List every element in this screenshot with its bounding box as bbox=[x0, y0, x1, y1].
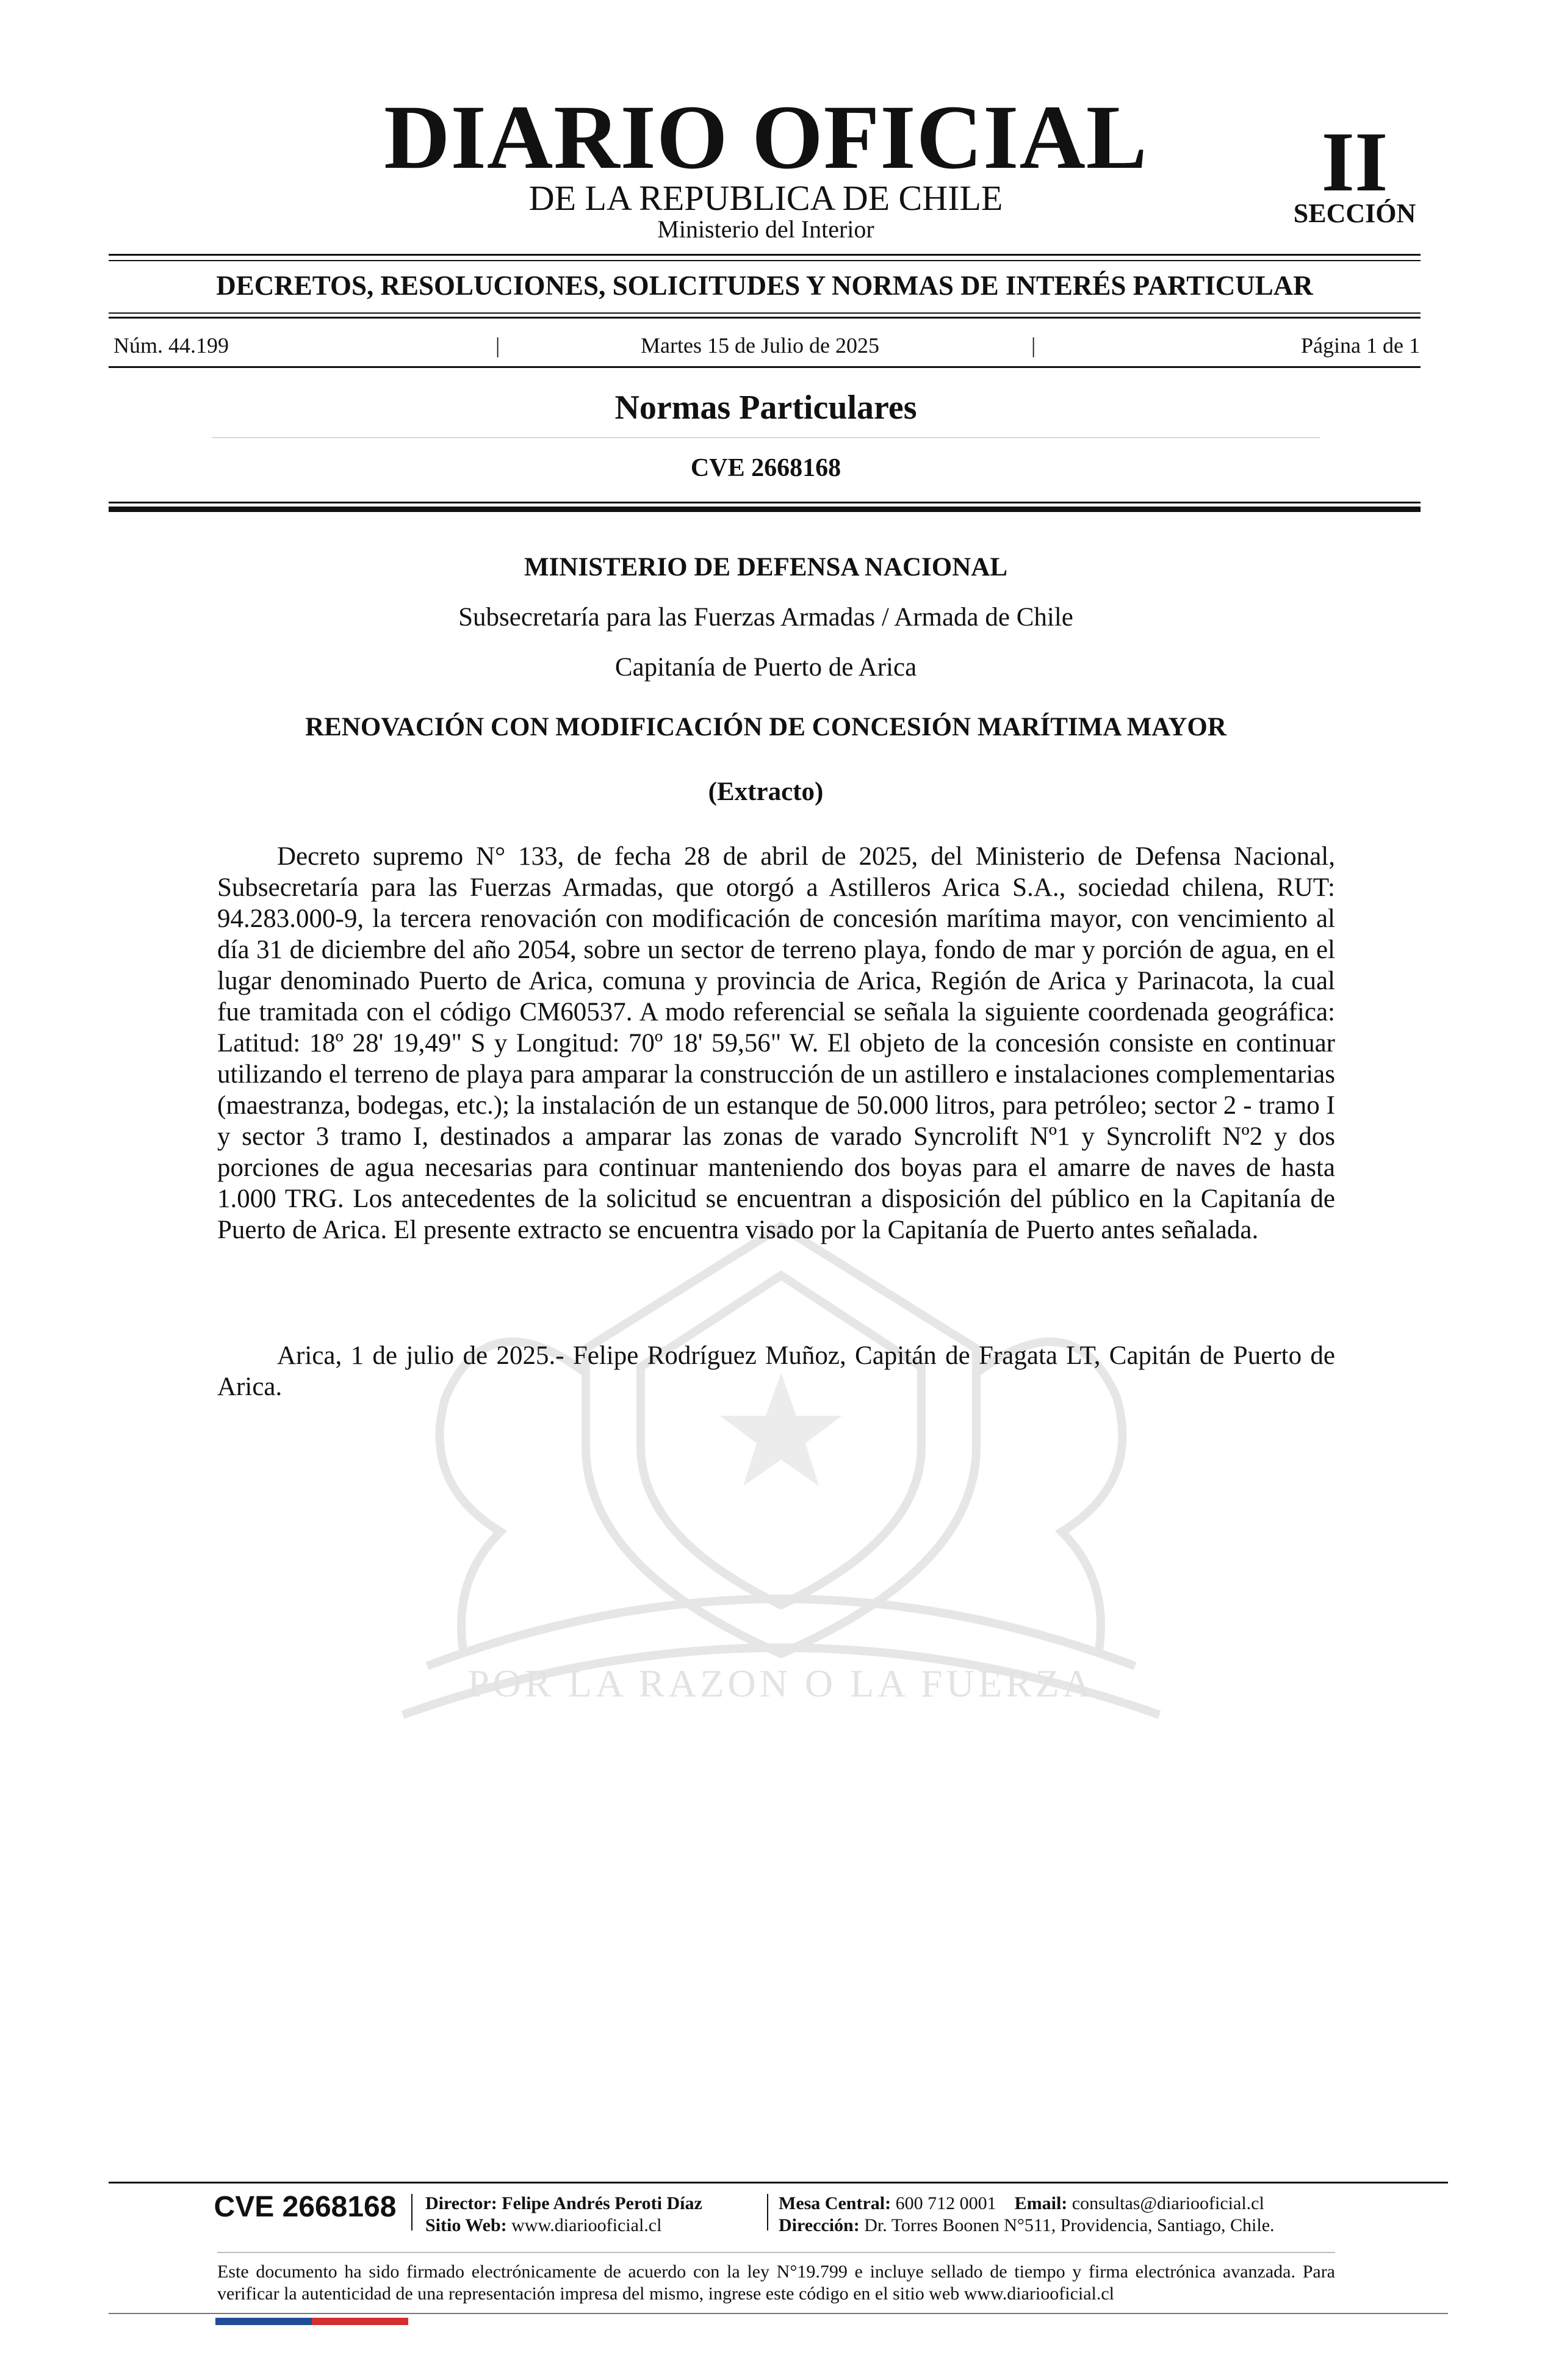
masthead-title: DIARIO OFICIAL bbox=[384, 87, 1148, 188]
section-name: Normas Particulares bbox=[614, 389, 917, 427]
footer-divider bbox=[217, 2252, 1335, 2253]
footer-rule bbox=[109, 2182, 1448, 2183]
masthead-rule-top-thin bbox=[109, 260, 1421, 261]
body-paragraph: Decreto supremo N° 133, de fecha 28 de abril de 2025, del Ministerio de Defensa Nacional, Subsecretaría para las Fuerzas Armadas, que otorgó a Astilleros Arica S.A., sociedad chilena, RUT: 94.283.000-9, la tercera renovación con modificación de concesión marítima mayor, con vencimiento al día 31 de diciembre del año 2054, sobre un sector de terreno playa, fondo de mar y porción de agua, en el lugar denominado Puerto de Arica, comuna y provincia de Arica, Región de Arica y Parinacota, la cual fue tramitada con el código CM60537. A modo referencial se señala la siguiente coordenada geográfica: Latitud: 18º 28' 19,49" S y Longitud: 70º 18' 59,56" W. El objeto de la concesión consiste en continuar utilizando el terreno de playa para amparar la construcción de un astillero e instalaciones complementarias (maestranza, bodegas, etc.); la instalación de un estanque de 50.000 litros, para petróleo; sector 2 - tramo I y sector 3 tramo I, destinados a amparar las zonas de varado Syncrolift Nº1 y Syncrolift Nº2 y dos porciones de agua necesarias para continuar manteniendo dos boyas para el amarre de naves de hasta 1.000 TRG. Los antecedentes de la solicitud se encuentran a disposición del público en la Capitanía de Puerto de Arica. El presente extracto se encuentra visado por la Capitanía de Puerto antes señalada. bbox=[217, 842, 1335, 1244]
director-name: Felipe Andrés Peroti Díaz bbox=[502, 2193, 702, 2213]
footer-contact-block bbox=[779, 2193, 1275, 2237]
website-link[interactable]: www.diariooficial.cl bbox=[511, 2215, 662, 2235]
info-rule bbox=[109, 366, 1421, 368]
section-number: II bbox=[1321, 115, 1388, 209]
flag-stripe-blue bbox=[215, 2318, 312, 2325]
section-divider bbox=[212, 437, 1320, 438]
cve-code: CVE 2668168 bbox=[690, 454, 841, 482]
watermark-motto: POR LA RAZON O LA FUERZA bbox=[467, 1662, 1095, 1705]
banner-rule-thin bbox=[109, 312, 1421, 314]
banner-heading: DECRETOS, RESOLUCIONES, SOLICITUDES Y NORMAS DE INTERÉS PARTICULAR bbox=[216, 270, 1313, 301]
flag-stripe-red bbox=[312, 2318, 408, 2325]
address-label: Dirección: bbox=[779, 2215, 860, 2235]
footer-separator bbox=[767, 2194, 768, 2230]
email-label: Email: bbox=[1014, 2193, 1068, 2213]
footer-disclaimer: Este documento ha sido firmado electrónicamente de acuerdo con la ley N°19.799 e incluye sellado de tiempo y firma electrónica avanzada. Para verificar la autenticidad de una representación impresa del mismo, ingrese este código en el sitio web www.diariooficial.cl bbox=[217, 2262, 1335, 2304]
email-link[interactable]: consultas@diariooficial.cl bbox=[1072, 2193, 1264, 2213]
subsecretaria-heading: Subsecretaría para las Fuerzas Armadas / Armada de Chile bbox=[458, 603, 1073, 632]
footer-bottom-rule bbox=[109, 2313, 1448, 2314]
section-label: SECCIÓN bbox=[1293, 198, 1416, 228]
footer-separator bbox=[411, 2194, 412, 2230]
signature-paragraph: Arica, 1 de julio de 2025.- Felipe Rodríguez Muñoz, Capitán de Fragata LT, Capitán de Puerto de Arica. bbox=[217, 1341, 1335, 1401]
mesa-phone: 600 712 0001 bbox=[895, 2193, 996, 2213]
ministry-heading: MINISTERIO DE DEFENSA NACIONAL bbox=[524, 553, 1008, 582]
issue-separator: | bbox=[495, 333, 500, 358]
capitania-heading: Capitanía de Puerto de Arica bbox=[614, 653, 917, 682]
cve-rule-thick bbox=[109, 507, 1421, 512]
footer-director-block bbox=[425, 2193, 702, 2237]
address-value: Dr. Torres Boonen N°511, Providencia, Santiago, Chile. bbox=[864, 2215, 1275, 2235]
director-label: Director: bbox=[425, 2193, 497, 2213]
masthead-ministry: Ministerio del Interior bbox=[657, 215, 874, 243]
website-label: Sitio Web: bbox=[425, 2215, 507, 2235]
mesa-label: Mesa Central: bbox=[779, 2193, 891, 2213]
extract-label: (Extracto) bbox=[708, 777, 824, 806]
banner-rule bbox=[109, 317, 1421, 319]
masthead-subtitle: DE LA REPUBLICA DE CHILE bbox=[528, 178, 1003, 218]
masthead-rule-top bbox=[109, 254, 1421, 256]
issue-separator: | bbox=[1031, 333, 1036, 358]
cve-rule-thin bbox=[109, 502, 1421, 503]
coat-of-arms-watermark bbox=[244, 1190, 1318, 1739]
issue-page: Página 1 de 1 bbox=[1301, 333, 1420, 358]
document-title: RENOVACIÓN CON MODIFICACIÓN DE CONCESIÓN MARÍTIMA MAYOR bbox=[305, 713, 1226, 741]
issue-date: Martes 15 de Julio de 2025 bbox=[641, 333, 879, 358]
issue-number: Núm. 44.199 bbox=[113, 333, 229, 358]
footer-cve-code: CVE 2668168 bbox=[214, 2191, 397, 2223]
